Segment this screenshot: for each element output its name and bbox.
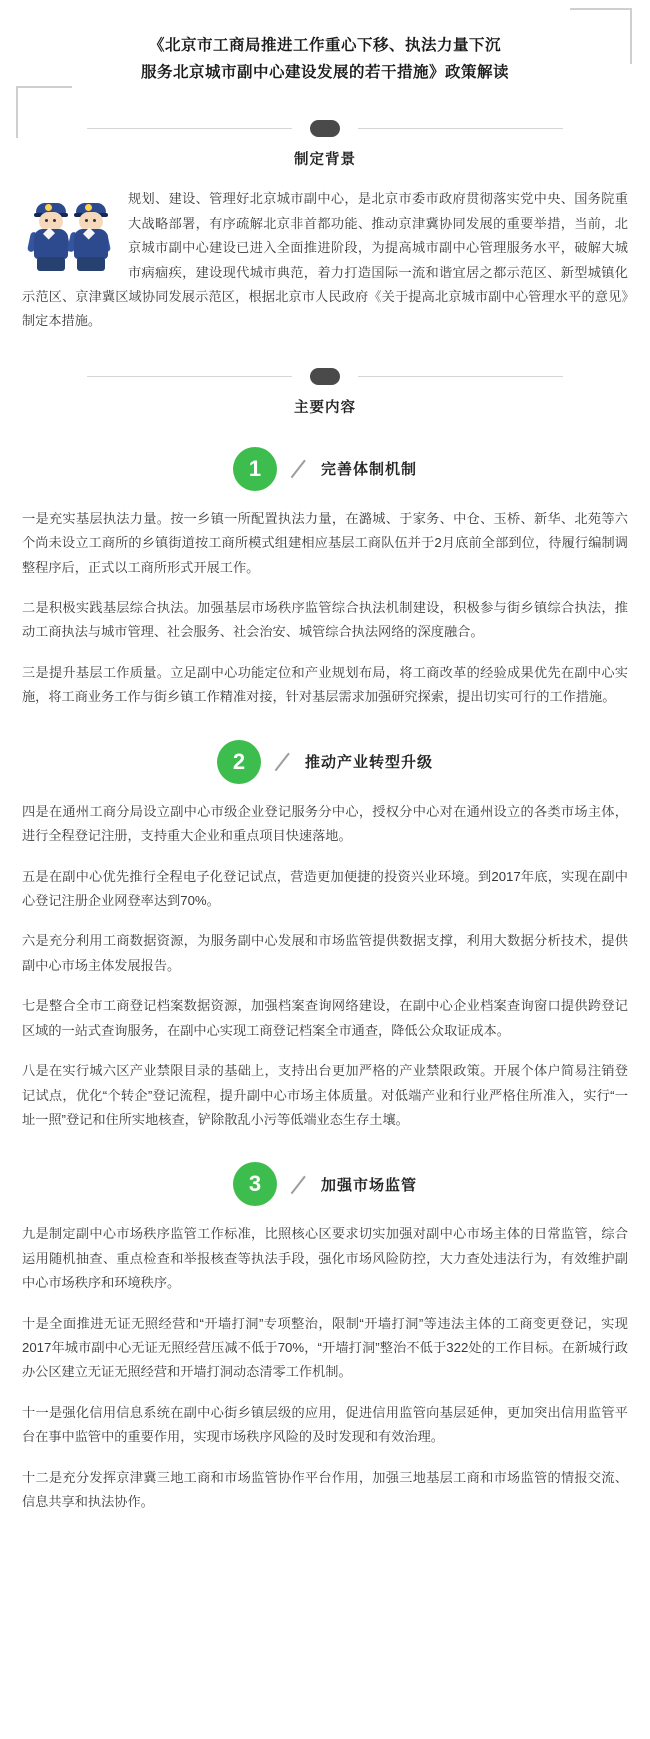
page-title-line-1: 《北京市工商局推进工作重心下移、执法力量下沉: [148, 37, 501, 54]
section-title-main-content: 主要内容: [294, 399, 356, 416]
paragraph: 二是积极实践基层综合执法。加强基层市场秩序监管综合执法机制建设，积极参与街乡镇综合执法，推动工商执法与城市管理、社会服务、社会治安、城管综合执法网络的深度融合。: [22, 600, 628, 640]
numbered-heading-label: 完善体制机制: [320, 461, 417, 479]
paragraph: 八是在实行城六区产业禁限目录的基础上，支持出台更加严格的产业禁限政策。开展个体户简易注销登记试点，优化“个转企”登记流程，提升副中心市场主体质量。对低端产业和行业严格住所准入，实行“一址一照”登记和住所实地核查，铲除散乱小污等低端业态生存土壤。: [22, 1063, 628, 1127]
page-title: [70, 32, 580, 86]
decorative-corner-top-right: [570, 8, 632, 64]
paragraph: 九是制定副中心市场秩序监管工作标准，比照核心区要求切实加强对副中心市场主体的日常监管，综合运用随机抽查、重点检查和举报核查等执法手段，强化市场风险防控，大力查处违法行为，有效维护副中心市场秩序和环境秩序。: [22, 1226, 628, 1291]
numbered-heading-1: [22, 447, 628, 491]
divider-line-left: [87, 376, 292, 377]
paragraph: 七是整合全市工商登记档案数据资源，加强档案查询网络建设，在副中心企业档案查询窗口提供跨登记区域的一站式查询服务，在副中心实现工商登记档案全市通查，降低公众取证成本。: [22, 998, 628, 1038]
pill-divider-icon: [310, 120, 340, 137]
divider-line-right: [358, 128, 563, 129]
paragraph: 十是全面推进无证无照经营和“开墙打洞”专项整治，限制“开墙打洞”等违法主体的工商变更登记，实现2017年城市副中心无证无照经营压减不低于70%，“开墙打洞”整治不低于322处的工作目标。在新城行政办公区建立无证无照经营和开墙打洞动态清零工作机制。: [22, 1315, 628, 1380]
divider-row: [22, 120, 628, 137]
police-officer-icon-left: [32, 199, 70, 271]
numbered-heading-label: 加强市场监管: [320, 1176, 417, 1194]
paragraph: 十二是充分发挥京津冀三地工商和市场监管协作平台作用，加强三地基层工商和市场监管的情报交流、信息共享和执法协作。: [22, 1469, 628, 1510]
section-title-background: 制定背景: [294, 152, 356, 169]
paragraph: 十一是强化信用信息系统在副中心街乡镇层级的应用，促进信用监管向基层延伸，更加突出信用监管平台在事中监管中的重要作用，实现市场秩序风险的及时发现和有效治理。: [22, 1404, 628, 1445]
paragraph: 四是在通州工商分局设立副中心市级企业登记服务分中心，授权分中心对在通州设立的各类市场主体，进行全程登记注册，支持重大企业和重点项目快速落地。: [22, 803, 628, 844]
section-header-main-content: [22, 368, 628, 417]
paragraph: 规划、建设、管理好北京城市副中心，是北京市委市政府贯彻落实党中央、国务院重大战略部署，有序疏解北京非首都功能、推动京津冀协同发展的重要举措，当前，北京城市副中心建设已进入全面推进阶段，为提高城市副中心管理服务水平，破解大城市病痼疾，建设现代城市典范，着力打造国际一流和谐宜居之都示范区、新型城镇化示范区、京津冀区域协同发展示范区，根据北京市人民政府《关于提高北京城市副中心管理水平的意见》制定本措施。: [22, 191, 628, 329]
pill-divider-icon: [310, 368, 340, 385]
police-mascot-illustration: [32, 193, 118, 271]
divider-line-left: [87, 128, 292, 129]
paragraph: 一是充实基层执法力量。按一乡镇一所配置执法力量，在潞城、于家务、中仓、玉桥、新华、北苑等六个尚未设立工商所的乡镇街道按工商所模式组建相应基层工商队伍并于2月底前全部到位，待履行编制调整程序后，正式以工商所形式开展工作。: [22, 510, 628, 575]
title-block: [0, 0, 650, 86]
paragraph: 三是提升基层工作质量。立足副中心功能定位和产业规划布局，将工商改革的经验成果优先在副中心实施，将工商业务工作与街乡镇工作精准对接，针对基层需求加强研究探索，提出切实可行的工作措施。: [22, 664, 628, 705]
numbered-heading-label: 推动产业转型升级: [304, 754, 433, 772]
slash-decoration: [291, 460, 306, 478]
number-badge: 3: [233, 1162, 277, 1206]
number-badge: 1: [233, 447, 277, 491]
section-header-background: [22, 120, 628, 169]
slash-decoration: [291, 1175, 306, 1193]
paragraph: 五是在副中心优先推行全程电子化登记试点，营造更加便捷的投资兴业环境。到2017年底，实现在副中心登记注册企业网登率达到70%。: [22, 868, 628, 908]
slash-decoration: [275, 753, 290, 771]
police-officer-icon-right: [72, 199, 110, 271]
numbered-heading-3: [22, 1162, 628, 1206]
divider-row: [22, 368, 628, 385]
divider-line-right: [358, 376, 563, 377]
document-content: [0, 120, 650, 1554]
intro-block: [22, 187, 628, 334]
number-badge: 2: [217, 740, 261, 784]
numbered-heading-2: [22, 740, 628, 784]
page-title-line-2: 服务北京城市副中心建设发展的若干措施》政策解读: [140, 64, 509, 82]
paragraph: 六是充分利用工商数据资源，为服务副中心发展和市场监管提供数据支撑，利用大数据分析技术，提供副中心市场主体发展报告。: [22, 933, 628, 973]
